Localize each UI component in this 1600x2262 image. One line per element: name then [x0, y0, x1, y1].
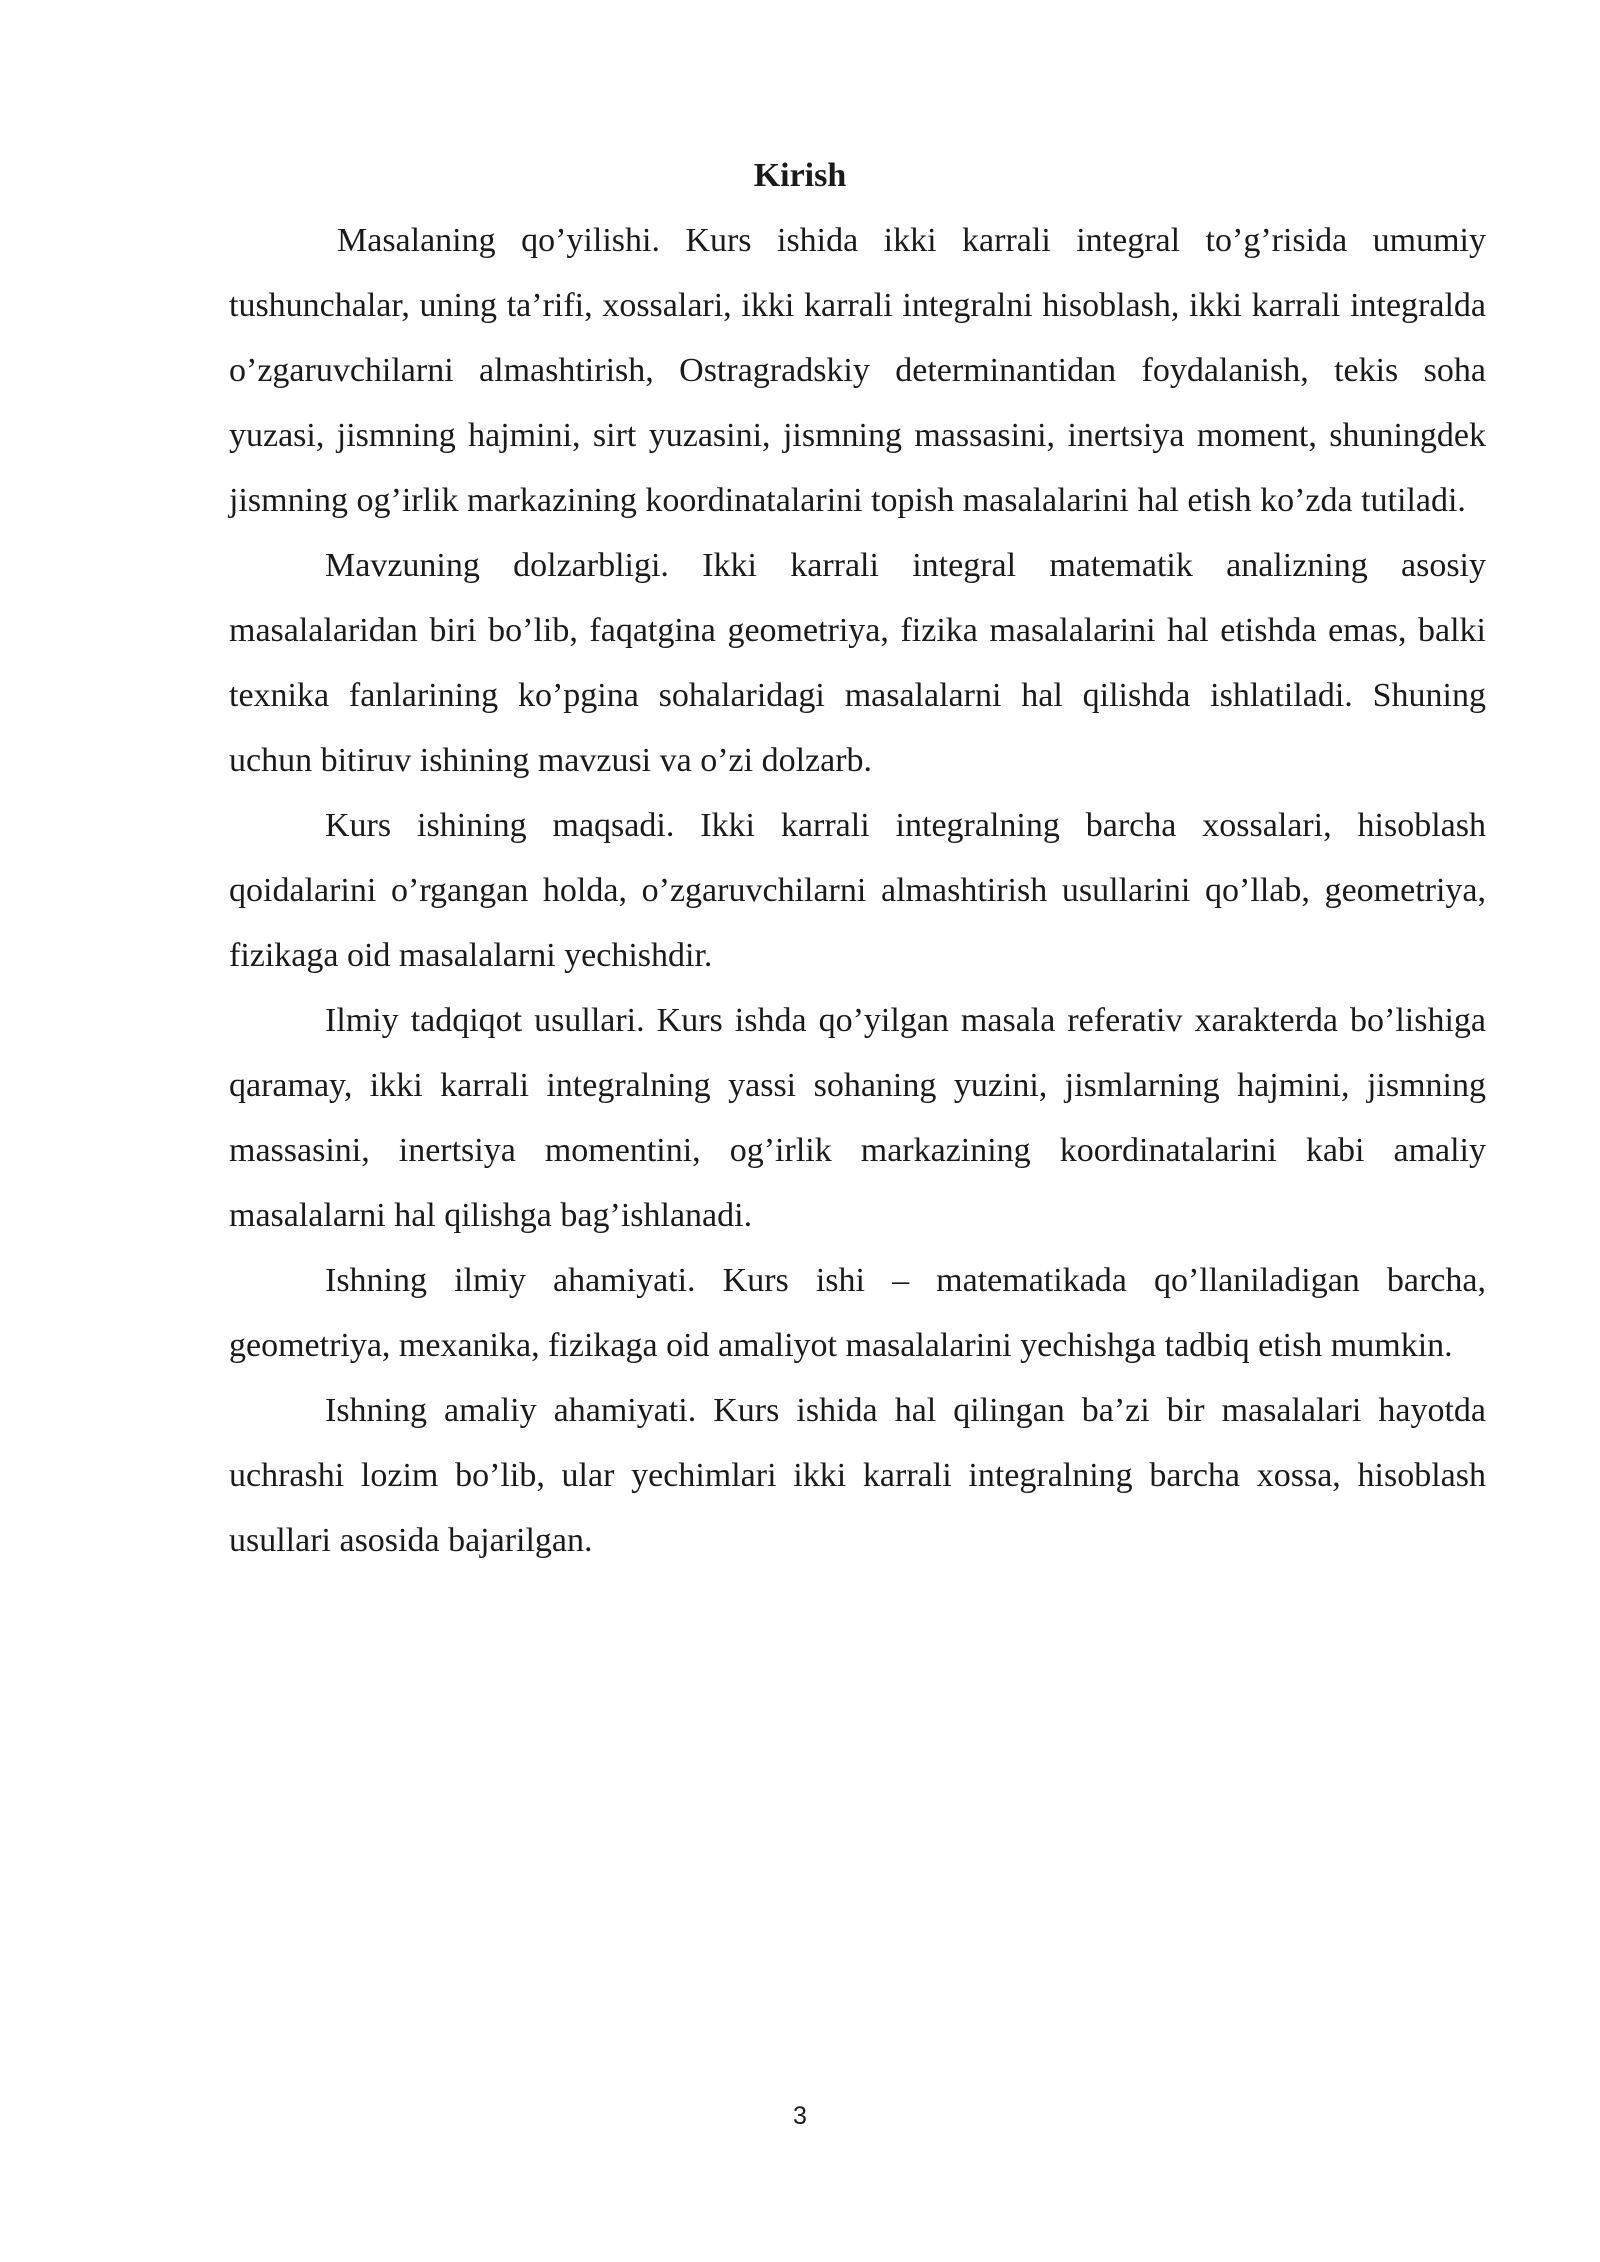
paragraph-scientific-significance: Ishning ilmiy ahamiyati. Kurs ishi – matematikada qo’llaniladigan barcha, geometriya, mexanika, fizikaga oid amaliyot masalalarini yechishga tadbiq etish mumkin.	[229, 1262, 1486, 1364]
paragraph-research-methods: Ilmiy tadqiqot usullari. Kurs ishda qo’yilgan masala referativ xarakterda bo’lishiga qaramay, ikki karrali integralning yassi sohaning yuzini, jismlarning hajmini, jismning massasini, inertsiya momentini, og’irlik markazining koordinatalarini kabi amaliy masalalarni hal qilishga bag’ishlanadi.	[229, 1002, 1486, 1234]
page-number: 3	[793, 2102, 807, 2130]
paragraph-goal: Kurs ishining maqsadi. Ikki karrali integralning barcha xossalari, hisoblash qoidalarini o’rgangan holda, o’zgaruvchilarni almashtirish usullarini qo’llab, geometriya, fizikaga oid masalalarni yechishdir.	[229, 807, 1486, 974]
paragraph-practical-significance: Ishning amaliy ahamiyati. Kurs ishida hal qilingan ba’zi bir masalalari hayotda uchrashi lozim bo’lib, ular yechimlari ikki karrali integralning barcha xossa, hisoblash usullari asosida bajarilgan.	[229, 1392, 1486, 1559]
section-title: Kirish	[753, 157, 847, 194]
body-text	[229, 208, 1486, 1573]
paragraph-problem-statement: Masalaning qo’yilishi. Kurs ishida ikki karrali integral to’g’risida umumiy tushunchalar, uning ta’rifi, xossalari, ikki karrali integralni hisoblash, ikki karrali integralda o’zgaruvchilarni almashtirish, Ostragradskiy determinantidan foydalanish, tekis soha yuzasi, jismning hajmini, sirt yuzasini, jismning massasini, inertsiya moment, shuningdek jismning og’irlik markazining koordinatalarini topish masalalarini hal etish ko’zda tutiladi.	[229, 222, 1486, 519]
paragraph-relevance: Mavzuning dolzarbligi. Ikki karrali integral matematik analizning asosiy masalalaridan biri bo’lib, faqatgina geometriya, fizika masalalarini hal etishda emas, balki texnika fanlarining ko’pgina sohalaridagi masalalarni hal qilishda ishlatiladi. Shuning uchun bitiruv ishining mavzusi va o’zi dolzarb.	[229, 547, 1486, 779]
